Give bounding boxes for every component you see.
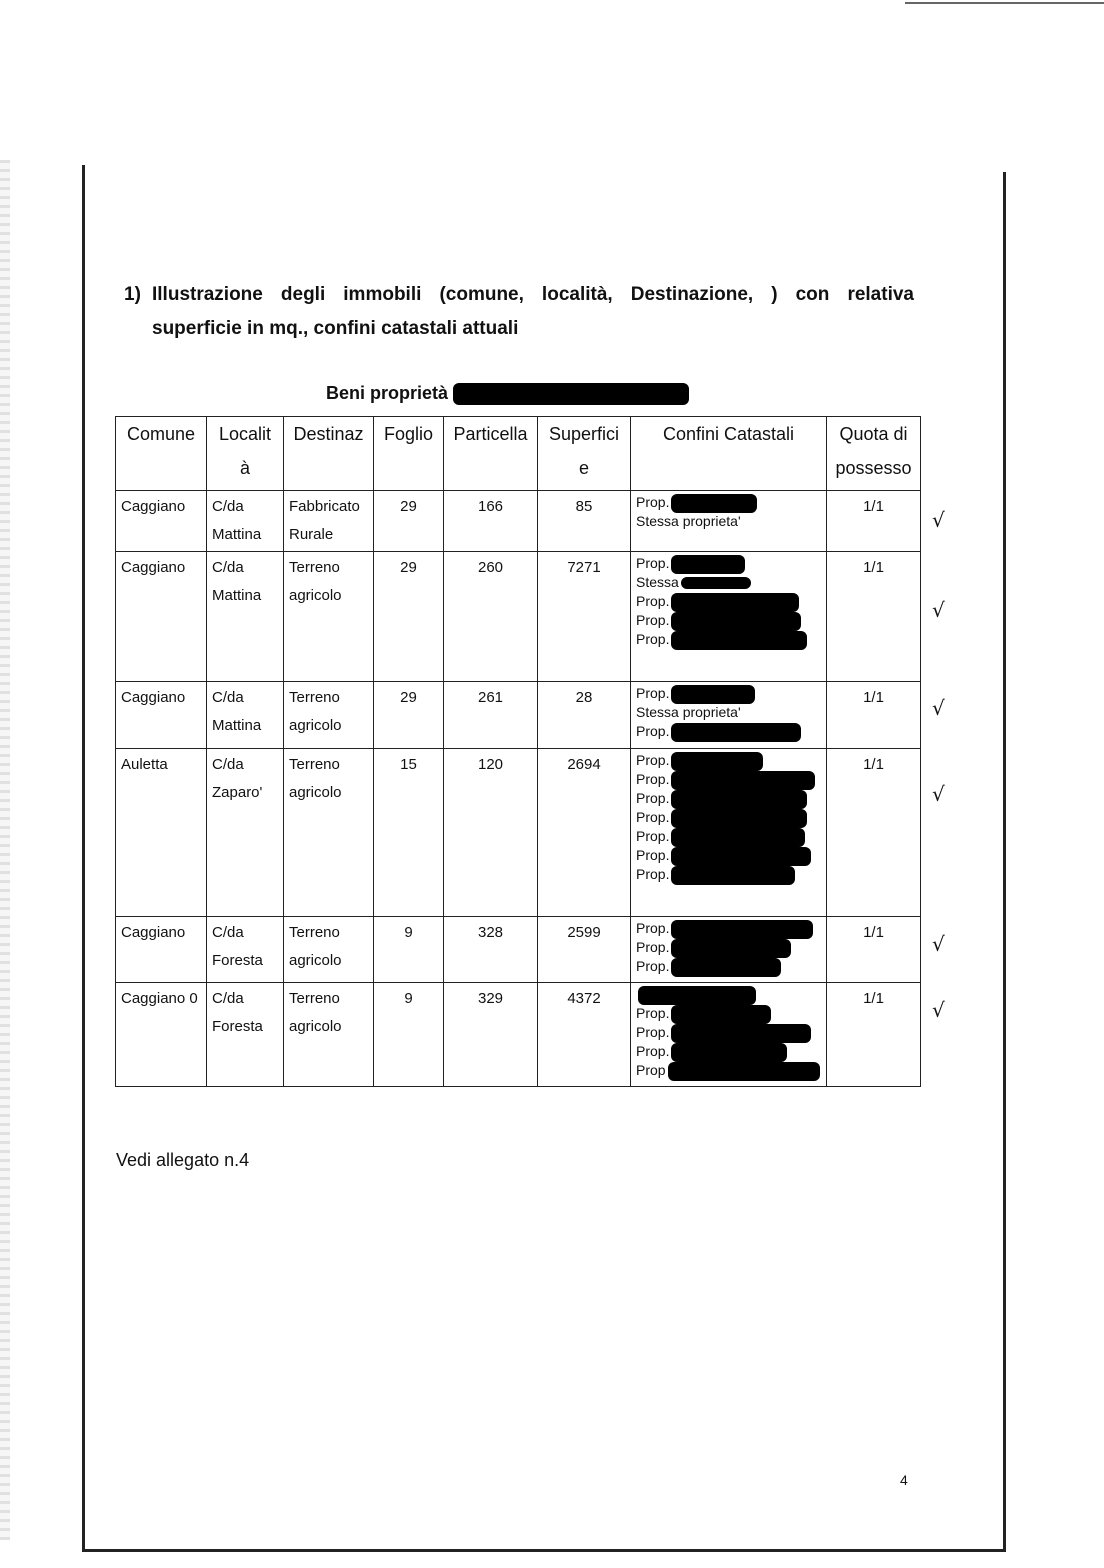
heading-line-1 [124, 278, 914, 312]
cell-localita: C/da Mattina [207, 682, 284, 749]
confine-entry: Prop. [636, 847, 670, 863]
cell-localita: C/da Foresta [207, 917, 284, 983]
check-mark: √ [932, 932, 945, 956]
beni-title [326, 383, 689, 405]
redaction [668, 1062, 820, 1081]
cell-comune: Caggiano 0 [116, 983, 207, 1087]
property-table [115, 416, 921, 1087]
cell-confini [631, 491, 827, 552]
check-mark: √ [932, 508, 945, 532]
cell-quota: 1/1 [827, 682, 921, 749]
redaction [671, 752, 763, 771]
table-header-row [116, 417, 921, 491]
redaction [671, 631, 807, 650]
confine-entry: Prop. [636, 809, 670, 825]
check-mark: √ [932, 598, 945, 622]
cell-quota: 1/1 [827, 552, 921, 682]
confine-entry: Prop. [636, 1024, 670, 1040]
redaction [671, 939, 791, 958]
redaction-owner [453, 383, 689, 405]
redaction [671, 494, 757, 513]
confine-entry: Prop. [636, 612, 670, 628]
cell-quota: 1/1 [827, 749, 921, 917]
redaction [671, 612, 801, 631]
cell-superficie: 2694 [538, 749, 631, 917]
cell-localita: C/da Mattina [207, 491, 284, 552]
cell-destinazione: Terreno agricolo [284, 749, 374, 917]
page-border-left [82, 165, 85, 1550]
redaction [671, 1005, 771, 1024]
redaction [671, 593, 799, 612]
redaction [671, 723, 801, 742]
heading-line-2: superficie in mq., confini catastali attuali [152, 318, 519, 339]
confine-entry: Prop. [636, 958, 670, 974]
confine-entry: Prop. [636, 723, 670, 739]
confine-entry: Prop. [636, 920, 670, 936]
cell-particella: 260 [444, 552, 538, 682]
header-comune: Comune [116, 417, 207, 491]
cell-superficie: 4372 [538, 983, 631, 1087]
confine-entry: Prop. [636, 828, 670, 844]
cell-comune: Caggiano [116, 491, 207, 552]
cell-comune: Auletta [116, 749, 207, 917]
cell-foglio: 9 [374, 983, 444, 1087]
cell-confini [631, 749, 827, 917]
cell-foglio: 15 [374, 749, 444, 917]
cell-superficie: 7271 [538, 552, 631, 682]
confine-entry: Prop. [636, 593, 670, 609]
page-border-right [1003, 172, 1006, 1552]
redaction [671, 809, 807, 828]
cell-localita: C/da Mattina [207, 552, 284, 682]
cell-foglio: 9 [374, 917, 444, 983]
confine-entry: Prop. [636, 1005, 670, 1021]
header-localita: Localit à [207, 417, 284, 491]
cell-confini [631, 552, 827, 682]
cell-particella: 166 [444, 491, 538, 552]
cell-comune: Caggiano [116, 917, 207, 983]
confine-entry: Prop. [636, 631, 670, 647]
cell-particella: 329 [444, 983, 538, 1087]
beni-label: Beni proprietà [326, 383, 449, 403]
cell-quota: 1/1 [827, 491, 921, 552]
redaction [638, 986, 756, 1005]
redaction [671, 847, 811, 866]
cell-superficie: 2599 [538, 917, 631, 983]
cell-particella: 328 [444, 917, 538, 983]
header-particella: Particella [444, 417, 538, 491]
redaction [681, 577, 751, 589]
redaction [671, 958, 781, 977]
confine-entry: Prop. [636, 752, 670, 768]
heading-text-1: Illustrazione degli immobili (comune, località, Destinazione, ) con relativa [152, 284, 914, 305]
redaction [671, 920, 813, 939]
confine-entry: Prop. [636, 1043, 670, 1059]
cell-particella: 261 [444, 682, 538, 749]
vedi-allegato: Vedi allegato n.4 [116, 1150, 250, 1170]
cell-confini [631, 983, 827, 1087]
cell-destinazione: Terreno agricolo [284, 682, 374, 749]
cell-destinazione: Terreno agricolo [284, 552, 374, 682]
page-number: 4 [900, 1472, 908, 1488]
header-superficie: Superfici e [538, 417, 631, 491]
redaction [671, 866, 795, 885]
table-row [116, 749, 921, 917]
confine-entry: Prop. [636, 866, 670, 882]
header-foglio: Foglio [374, 417, 444, 491]
check-mark: √ [932, 782, 945, 806]
cell-quota: 1/1 [827, 983, 921, 1087]
cell-destinazione: Fabbricato Rurale [284, 491, 374, 552]
heading-number: 1) [124, 284, 141, 305]
confine-entry: Stessa [636, 574, 679, 590]
redaction [671, 790, 807, 809]
redaction [671, 1024, 811, 1043]
cell-foglio: 29 [374, 682, 444, 749]
table-row [116, 917, 921, 983]
check-mark: √ [932, 998, 945, 1022]
cell-destinazione: Terreno agricolo [284, 917, 374, 983]
cell-localita: C/da Zaparo' [207, 749, 284, 917]
scan-edge [0, 160, 10, 1540]
redaction [671, 1043, 787, 1062]
cell-comune: Caggiano [116, 682, 207, 749]
cell-quota: 1/1 [827, 917, 921, 983]
table-row [116, 682, 921, 749]
confine-entry: Prop. [636, 790, 670, 806]
redaction [671, 555, 745, 574]
confine-entry: Stessa proprieta' [636, 704, 741, 720]
confine-entry: Stessa proprieta' [636, 513, 741, 529]
check-mark: √ [932, 696, 945, 720]
confine-entry: Prop [636, 1062, 666, 1078]
redaction [671, 685, 755, 704]
table-row [116, 552, 921, 682]
header-quota: Quota di possesso [827, 417, 921, 491]
cell-localita: C/da Foresta [207, 983, 284, 1087]
redaction [671, 828, 805, 847]
confine-entry: Prop. [636, 555, 670, 571]
confine-entry: Prop. [636, 939, 670, 955]
table-row [116, 983, 921, 1087]
confine-entry: Prop. [636, 685, 670, 701]
cell-confini [631, 682, 827, 749]
cell-destinazione: Terreno agricolo [284, 983, 374, 1087]
section-heading [124, 278, 914, 346]
cell-foglio: 29 [374, 552, 444, 682]
table-row [116, 491, 921, 552]
scan-top-line [905, 2, 1104, 4]
cell-foglio: 29 [374, 491, 444, 552]
header-confini: Confini Catastali [631, 417, 827, 491]
confine-entry: Prop. [636, 771, 670, 787]
cell-superficie: 28 [538, 682, 631, 749]
cell-particella: 120 [444, 749, 538, 917]
header-destinazione: Destinaz [284, 417, 374, 491]
cell-superficie: 85 [538, 491, 631, 552]
cell-comune: Caggiano [116, 552, 207, 682]
page-border-bottom [82, 1549, 1004, 1552]
confine-entry: Prop. [636, 494, 670, 510]
cell-confini [631, 917, 827, 983]
redaction [671, 771, 815, 790]
